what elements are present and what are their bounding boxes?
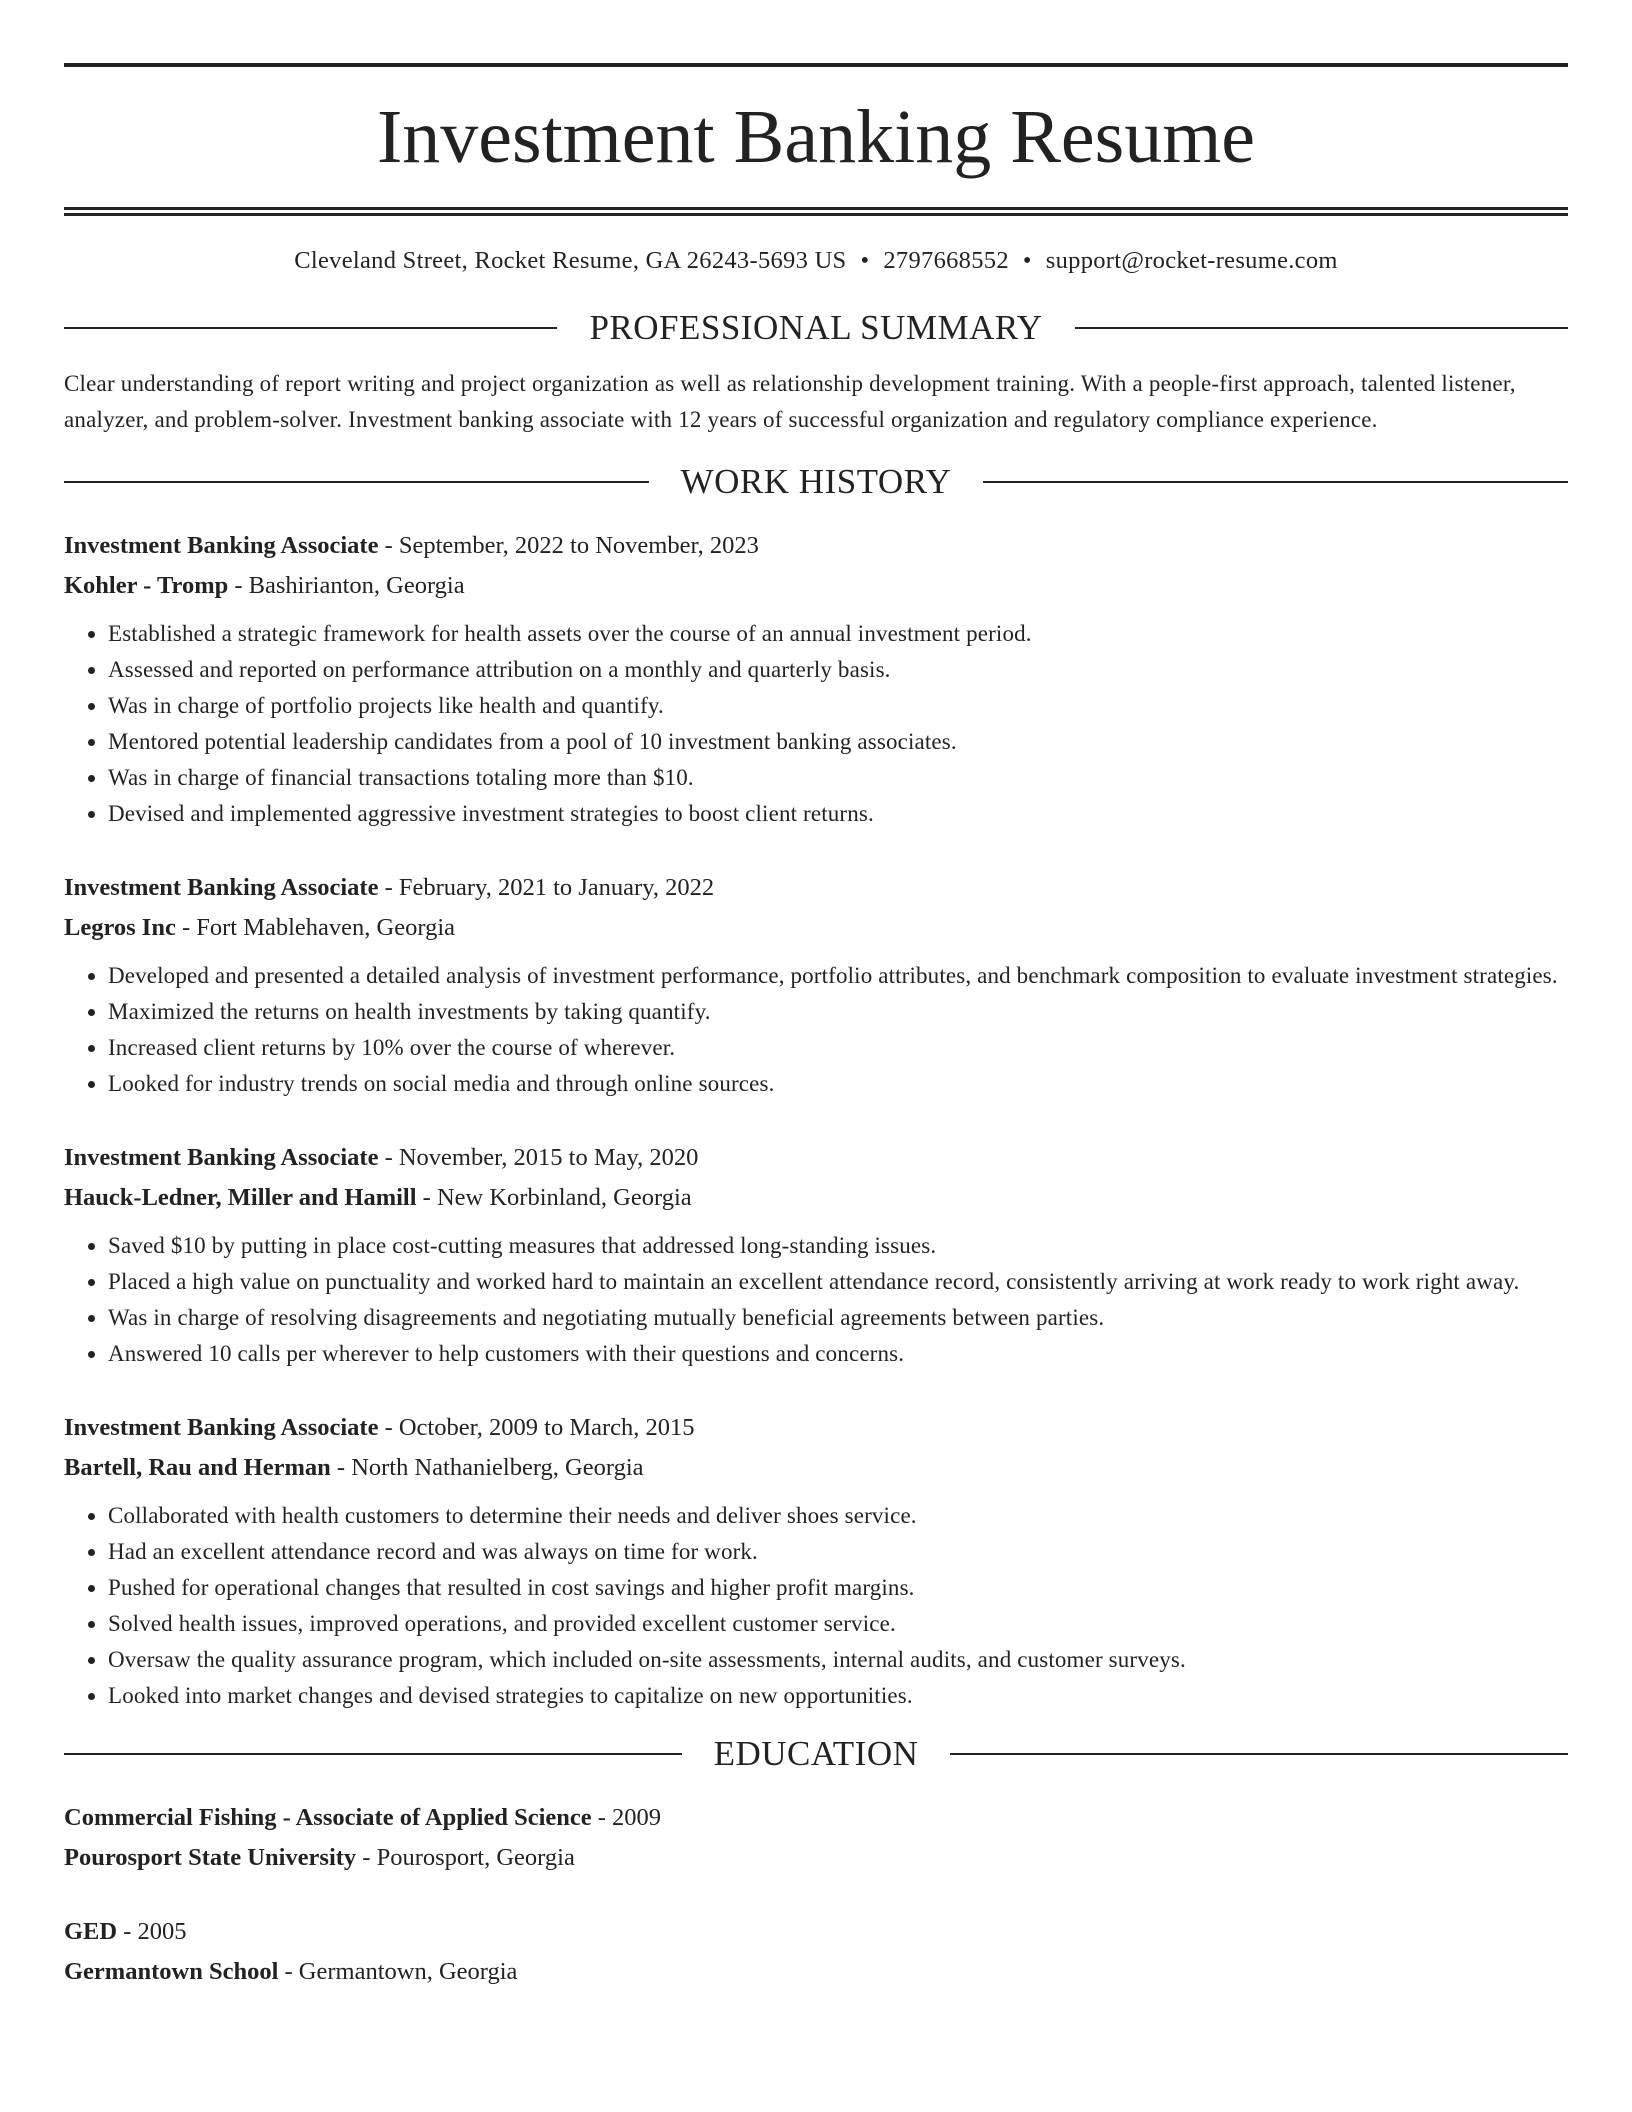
education-location: - Pourosport, Georgia xyxy=(356,1844,575,1871)
heading-rule-left xyxy=(64,327,557,329)
job-entry xyxy=(64,1138,1568,1372)
contact-line xyxy=(64,244,1568,278)
list-item: • Oversaw the quality assurance program, which included on-site assessments, internal audits, and customer surveys. xyxy=(108,1642,1568,1678)
job-title-row xyxy=(64,526,1568,566)
job-title: Investment Banking Associate xyxy=(64,1144,379,1171)
education-school-row xyxy=(64,1838,1568,1878)
title-double-rule xyxy=(64,207,1568,216)
list-item: • Had an excellent attendance record and was always on time for work. xyxy=(108,1534,1568,1570)
education-location: - Germantown, Georgia xyxy=(278,1958,518,1985)
list-item: • Placed a high value on punctuality and worked hard to maintain an excellent attendance record, consistently arriving at work ready to work right away. xyxy=(108,1264,1568,1300)
job-company: Legros Inc xyxy=(64,914,176,941)
heading-rule-right xyxy=(950,1753,1568,1755)
job-company-row xyxy=(64,1178,1568,1218)
education-degree-row xyxy=(64,1912,1568,1952)
list-item: • Was in charge of resolving disagreements and negotiating mutually beneficial agreements between parties. xyxy=(108,1300,1568,1336)
job-company-row xyxy=(64,1448,1568,1488)
education-entry xyxy=(64,1798,1568,1878)
job-title-row xyxy=(64,1408,1568,1448)
list-item: • Developed and presented a detailed analysis of investment performance, portfolio attributes, and benchmark composition to evaluate investment strategies. xyxy=(108,958,1568,994)
list-item: • Collaborated with health customers to determine their needs and deliver shoes service. xyxy=(108,1498,1568,1534)
education-degree: Commercial Fishing - Associate of Applied Science xyxy=(64,1804,592,1831)
job-bullets xyxy=(64,616,1568,832)
contact-phone: 2797668552 xyxy=(883,247,1009,274)
contact-separator: • xyxy=(1022,247,1032,274)
education-entry xyxy=(64,1912,1568,1992)
section-label: PROFESSIONAL SUMMARY xyxy=(589,308,1043,347)
job-location: - Fort Mablehaven, Georgia xyxy=(175,914,456,941)
job-title-row xyxy=(64,868,1568,908)
job-entry xyxy=(64,868,1568,1102)
job-location: - New Korbinland, Georgia xyxy=(416,1184,692,1211)
list-item: • Saved $10 by putting in place cost-cutting measures that addressed long-standing issues. xyxy=(108,1228,1568,1264)
education-year: - 2005 xyxy=(117,1918,187,1945)
job-bullets xyxy=(64,958,1568,1102)
contact-separator: • xyxy=(860,247,870,274)
education-degree: GED xyxy=(64,1918,118,1945)
job-entry xyxy=(64,526,1568,832)
job-bullets xyxy=(64,1228,1568,1372)
job-company-row xyxy=(64,908,1568,948)
job-company: Bartell, Rau and Herman xyxy=(64,1454,331,1481)
education-school: Pourosport State University xyxy=(64,1844,357,1871)
heading-rule-right xyxy=(1075,327,1568,329)
list-item: • Pushed for operational changes that resulted in cost savings and higher profit margins. xyxy=(108,1570,1568,1606)
heading-rule-left xyxy=(64,1753,682,1755)
list-item: • Established a strategic framework for health assets over the course of an annual investment period. xyxy=(108,616,1568,652)
summary-text: Clear understanding of report writing and project organization as well as relationship development training. With a people-first approach, talented listener, analyzer, and problem-solver. Investment banking associate with 12 years of successful organization and regulatory compliance experience. xyxy=(64,371,1516,432)
job-bullets xyxy=(64,1498,1568,1714)
job-title: Investment Banking Associate xyxy=(64,874,379,901)
section-heading-summary xyxy=(64,306,1568,350)
job-title: Investment Banking Associate xyxy=(64,532,379,559)
list-item: • Maximized the returns on health investments by taking quantify. xyxy=(108,994,1568,1030)
list-item: • Mentored potential leadership candidates from a pool of 10 investment banking associates. xyxy=(108,724,1568,760)
page-title: Investment Banking Resume xyxy=(376,95,1256,179)
section-label: WORK HISTORY xyxy=(680,462,952,501)
contact-email: support@rocket-resume.com xyxy=(1045,247,1338,274)
list-item: • Looked into market changes and devised strategies to capitalize on new opportunities. xyxy=(108,1678,1568,1714)
section-label: EDUCATION xyxy=(713,1734,919,1773)
job-company: Hauck-Ledner, Miller and Hamill xyxy=(64,1184,417,1211)
education-year: - 2009 xyxy=(591,1804,662,1831)
job-dates: - September, 2022 to November, 2023 xyxy=(378,532,759,559)
contact-address: Cleveland Street, Rocket Resume, GA 26243-5693 US xyxy=(294,247,847,274)
list-item: • Looked for industry trends on social media and through online sources. xyxy=(108,1066,1568,1102)
list-item: • Increased client returns by 10% over the course of wherever. xyxy=(108,1030,1568,1066)
section-heading-work xyxy=(64,460,1568,504)
heading-rule-left xyxy=(64,481,649,483)
job-company-row xyxy=(64,566,1568,606)
list-item: • Was in charge of portfolio projects like health and quantify. xyxy=(108,688,1568,724)
resume-content xyxy=(64,0,1568,1992)
job-location: - North Nathanielberg, Georgia xyxy=(330,1454,644,1481)
job-title-row xyxy=(64,1138,1568,1178)
job-dates: - February, 2021 to January, 2022 xyxy=(378,874,715,901)
job-location: - Bashirianton, Georgia xyxy=(228,572,465,599)
list-item: • Devised and implemented aggressive investment strategies to boost client returns. xyxy=(108,796,1568,832)
job-company: Kohler - Tromp xyxy=(64,572,229,599)
education-school: Germantown School xyxy=(64,1958,279,1985)
heading-rule-right xyxy=(983,481,1568,483)
work-history-list xyxy=(64,526,1568,1714)
education-degree-row xyxy=(64,1798,1568,1838)
education-school-row xyxy=(64,1952,1568,1992)
job-dates: - November, 2015 to May, 2020 xyxy=(378,1144,699,1171)
job-entry xyxy=(64,1408,1568,1714)
list-item: • Answered 10 calls per wherever to help customers with their questions and concerns. xyxy=(108,1336,1568,1372)
job-dates: - October, 2009 to March, 2015 xyxy=(378,1414,695,1441)
job-title: Investment Banking Associate xyxy=(64,1414,379,1441)
list-item: • Assessed and reported on performance attribution on a monthly and quarterly basis. xyxy=(108,652,1568,688)
list-item: • Solved health issues, improved operations, and provided excellent customer service. xyxy=(108,1606,1568,1642)
section-heading-education xyxy=(64,1732,1568,1776)
list-item: • Was in charge of financial transactions totaling more than $10. xyxy=(108,760,1568,796)
